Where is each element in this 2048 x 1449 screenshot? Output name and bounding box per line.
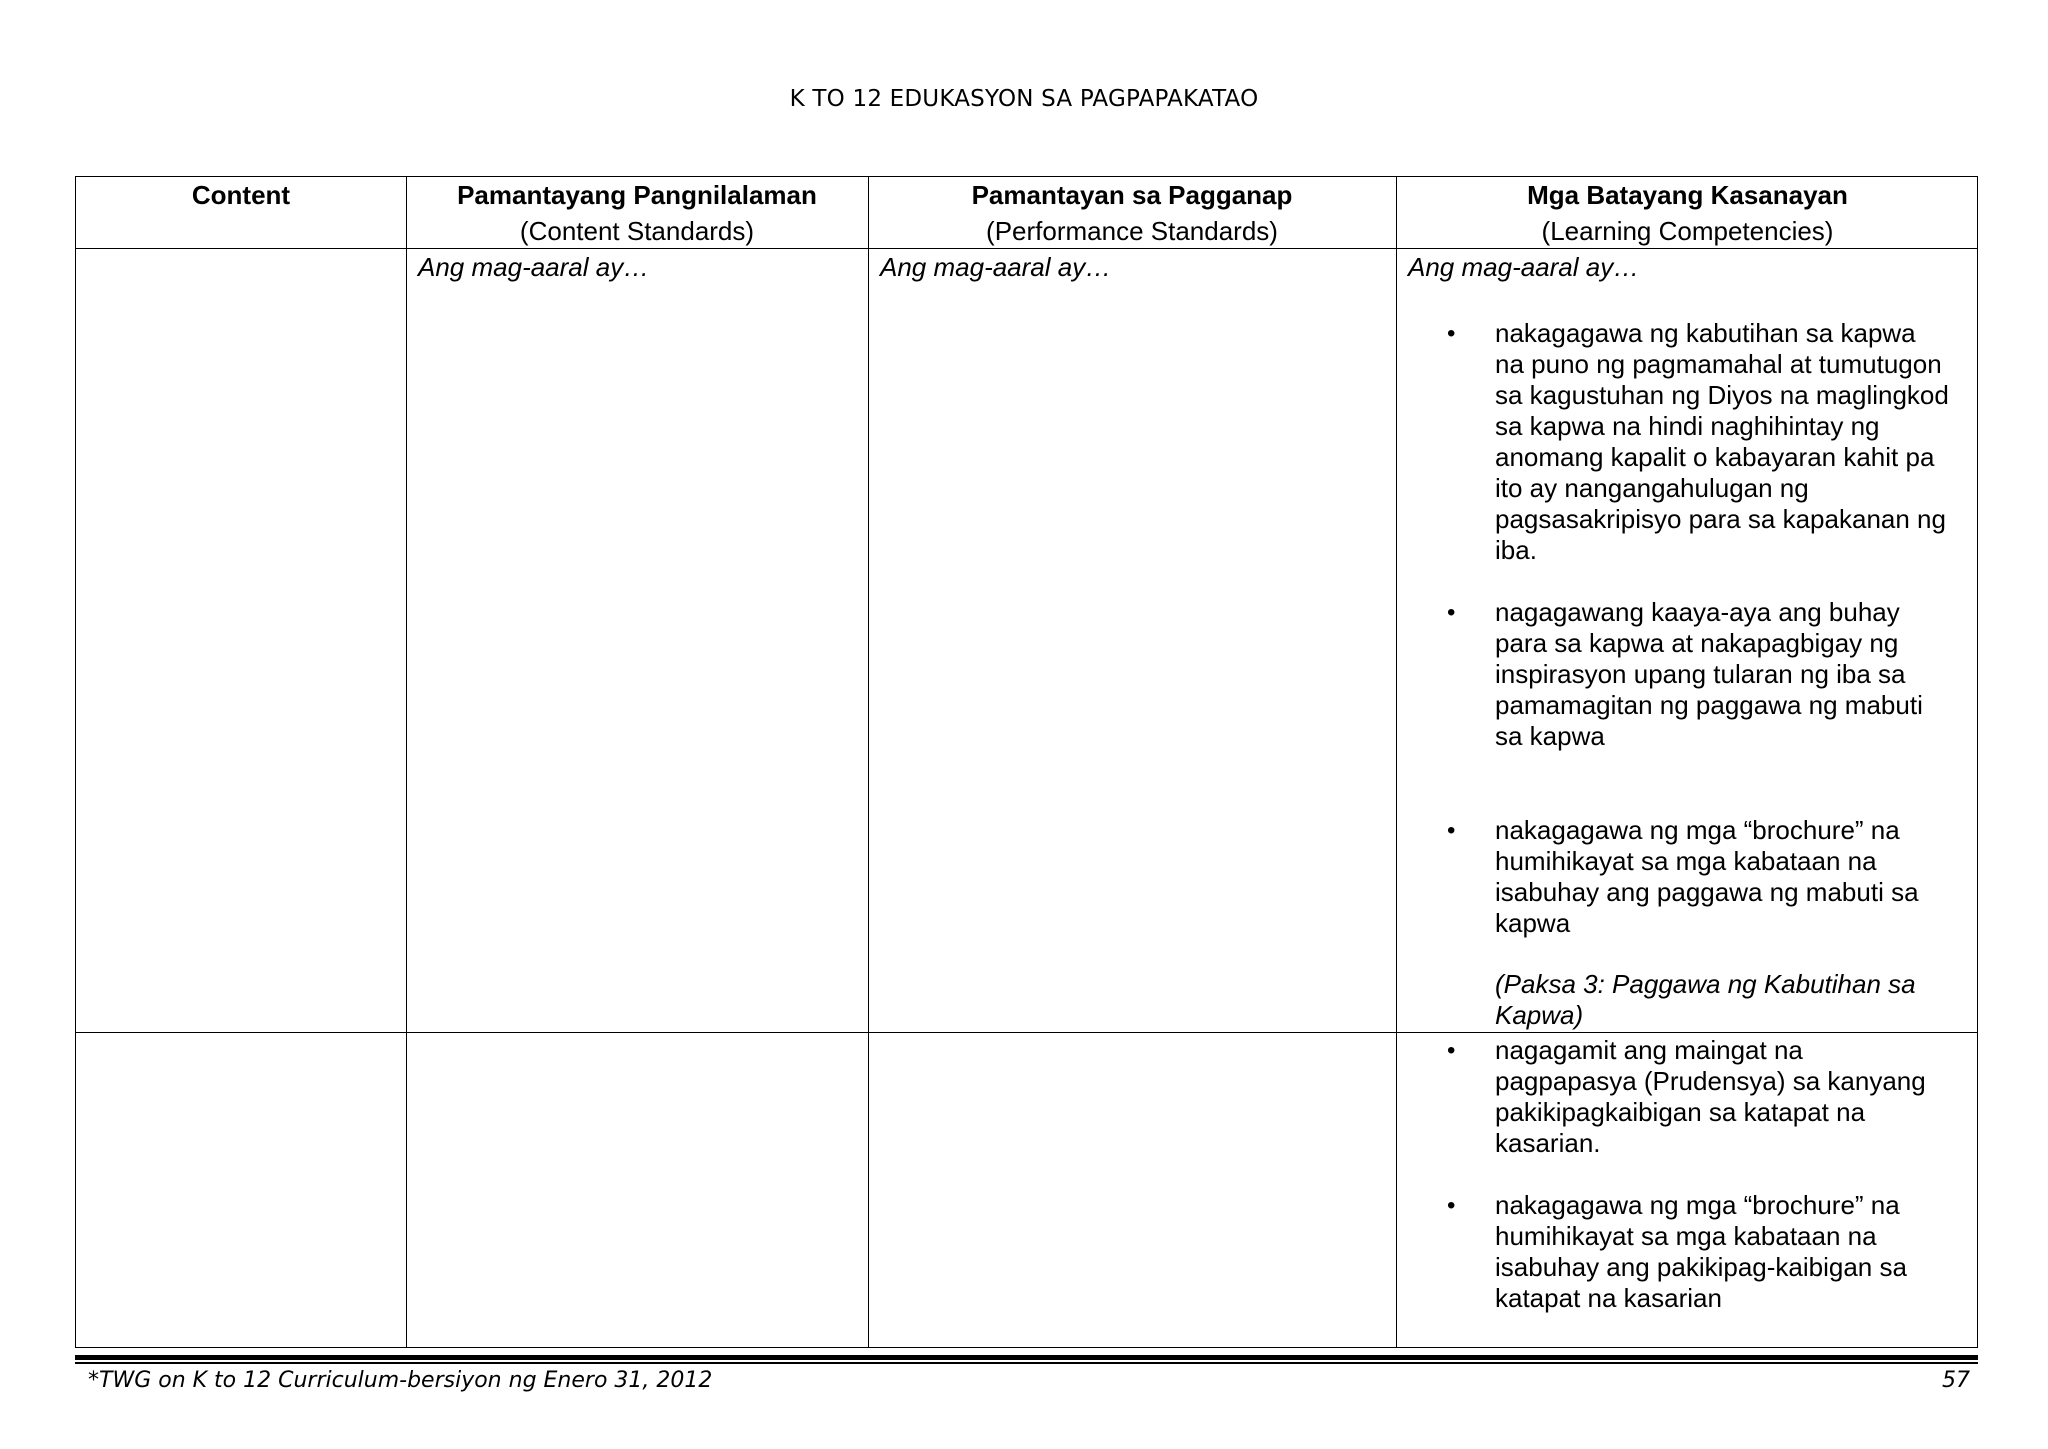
column-divider (1396, 177, 1397, 1347)
header-content-standards-subtitle: (Content Standards) (519, 216, 755, 246)
competency-list-row1 (1447, 318, 1965, 566)
competency-item (1447, 815, 1965, 939)
competency-list-row2 (1447, 1035, 1965, 1159)
bullet-icon: • (1447, 817, 1456, 844)
competency-item (1447, 318, 1965, 566)
header-performance-standards (868, 177, 1396, 249)
competency-line: nakagagawa ng kabutihan sa kapwa (1495, 318, 1916, 348)
curriculum-table (75, 176, 1978, 1348)
competency-line: para sa kapwa at nakapagbigay ng (1495, 628, 1899, 658)
header-performance-standards-subtitle: (Performance Standards) (986, 216, 1278, 246)
footer-rule (75, 1362, 1978, 1364)
competency-line: iba. (1495, 535, 1537, 565)
competency-line: anomang kapalit o kabayaran kahit pa (1495, 442, 1935, 472)
content-standards-intro: Ang mag-aaral ay… (418, 252, 650, 282)
bullet-icon: • (1447, 320, 1456, 347)
bullet-icon: • (1447, 1037, 1456, 1064)
competencies-intro: Ang mag-aaral ay… (1408, 252, 1640, 282)
header-content (76, 177, 406, 213)
competency-line: na puno ng pagmamahal at tumutugon (1495, 349, 1942, 379)
topic-note (1495, 969, 1965, 1031)
row-divider (76, 1032, 1977, 1033)
competency-list-row1 (1447, 815, 1965, 939)
competency-line: kasarian. (1495, 1128, 1601, 1158)
header-content-title: Content (191, 180, 291, 210)
footer-rule (75, 1355, 1978, 1360)
header-learning-competencies (1396, 177, 1979, 249)
header-performance-standards-title: Pamantayan sa Pagganap (971, 180, 1293, 210)
competency-item (1447, 1190, 1965, 1314)
competency-list-row2 (1447, 1190, 1965, 1314)
competency-line: kapwa (1495, 908, 1571, 938)
competency-item (1447, 1035, 1965, 1159)
competency-line: pagsasakripisyo para sa kapakanan ng (1495, 504, 1946, 534)
page-number: 57 (1942, 1368, 1970, 1393)
competency-line: nakagagawa ng mga “brochure” na (1495, 1190, 1900, 1220)
competency-line: nagagawang kaaya-aya ang buhay (1495, 597, 1900, 627)
document-title: K TO 12 EDUKASYON SA PAGPAPAKATAO (789, 86, 1259, 112)
bullet-icon: • (1447, 599, 1456, 626)
competency-line: humihikayat sa mga kabataan na (1495, 1221, 1877, 1251)
competency-line: sa kapwa na hindi naghihintay ng (1495, 411, 1880, 441)
competency-line: humihikayat sa mga kabataan na (1495, 846, 1877, 876)
bullet-icon: • (1447, 1192, 1456, 1219)
column-divider (406, 177, 407, 1347)
header-learning-competencies-title: Mga Batayang Kasanayan (1527, 180, 1848, 210)
competency-list-row1 (1447, 597, 1965, 752)
competency-line: sa kagustuhan ng Diyos na maglingkod (1495, 380, 1949, 410)
competency-item (1447, 597, 1965, 752)
topic-note-line: (Paksa 3: Paggawa ng Kabutihan sa (1495, 969, 1916, 999)
performance-standards-intro: Ang mag-aaral ay… (880, 252, 1112, 282)
competency-line: pakikipagkaibigan sa katapat na (1495, 1097, 1866, 1127)
competency-line: pamamagitan ng paggawa ng mabuti (1495, 690, 1923, 720)
header-learning-competencies-subtitle: (Learning Competencies) (1541, 216, 1834, 246)
competency-line: pagpapasya (Prudensya) sa kanyang (1495, 1066, 1926, 1096)
competency-line: katapat na kasarian (1495, 1283, 1722, 1313)
competency-line: sa kapwa (1495, 721, 1605, 751)
column-divider (868, 177, 869, 1347)
header-content-standards-title: Pamantayang Pangnilalaman (457, 180, 817, 210)
competency-line: isabuhay ang pakikipag-kaibigan sa (1495, 1252, 1907, 1282)
competency-line: nagagamit ang maingat na (1495, 1035, 1803, 1065)
competency-line: ito ay nangangahulugan ng (1495, 473, 1809, 503)
competency-line: inspirasyon upang tularan ng iba sa (1495, 659, 1906, 689)
header-content-standards (406, 177, 868, 249)
competency-line: isabuhay ang paggawa ng mabuti sa (1495, 877, 1919, 907)
topic-note-line: Kapwa) (1495, 1000, 1584, 1030)
footer-source: *TWG on K to 12 Curriculum-bersiyon ng Enero 31, 2012 (88, 1368, 713, 1393)
competency-line: nakagagawa ng mga “brochure” na (1495, 815, 1900, 845)
